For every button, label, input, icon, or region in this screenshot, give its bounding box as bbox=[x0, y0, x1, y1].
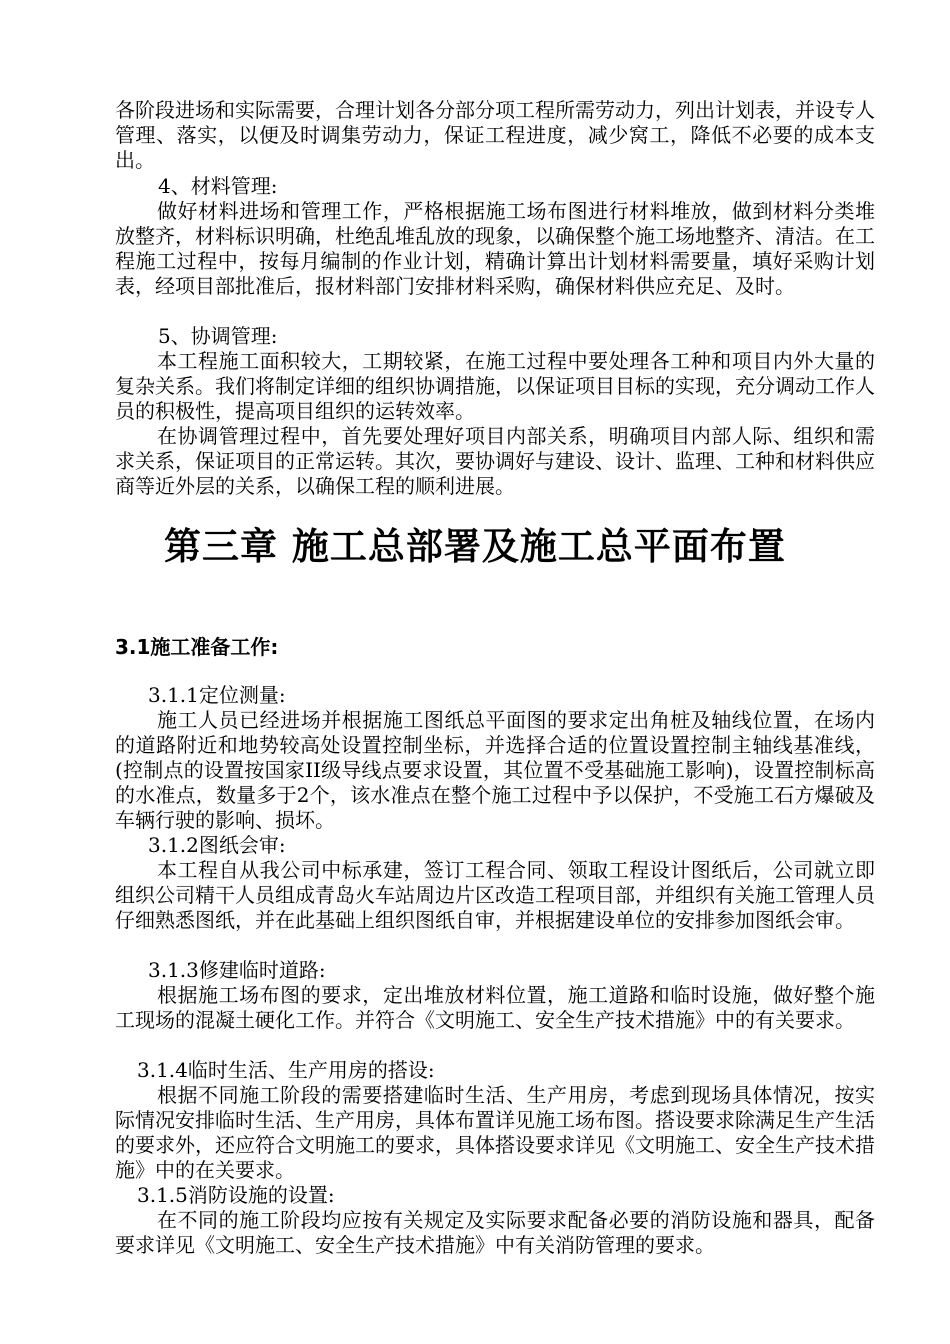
subsection-heading-2: 3.1.2图纸会审: bbox=[148, 833, 286, 857]
subsection-heading-4: 3.1.4临时生活、生产用房的搭设: bbox=[137, 1058, 435, 1082]
subsection-body-3: 根据施工场布图的要求，定出堆放材料位置，施工道路和临时设施，做好整个施工现场的混凝土硬化工作。并符合《文明施工、安全生产技术措施》中的有关要求。 bbox=[115, 983, 875, 1032]
chapter-title: 第三章 施工总部署及施工总平面布置 bbox=[164, 525, 786, 568]
subsection-body-5: 在不同的施工阶段均应按有关规定及实际要求配备必要的消防设施和器具，配备要求详见《文明施工、安全生产技术措施》中有关消防管理的要求。 bbox=[115, 1208, 875, 1257]
materials-paragraph: 做好材料进场和管理工作，严格根据施工场布图进行材料堆放，做到材料分类堆放整齐，材料标识明确，杜绝乱堆乱放的现象，以确保整个施工场地整齐、清洁。在工程施工过程中，按每月编制的作业计划，精确计算出计划材料需要量，填好采购计划表，经项目部批准后，报材料部门安排材料采购，确保材料供应充足、及时。 bbox=[115, 199, 875, 298]
intro-paragraph: 各阶段进场和实际需要，合理计划各分部分项工程所需劳动力，列出计划表，并设专人管理、落实，以便及时调集劳动力，保证工程进度，减少窝工，降低不必要的成本支出。 bbox=[115, 98, 875, 172]
subsection-heading-5: 3.1.5消防设施的设置: bbox=[137, 1183, 335, 1207]
coordination-paragraph-1: 本工程施工面积较大，工期较紧，在施工过程中要处理各工种和项目内外大量的复杂关系。我们将制定详细的组织协调措施，以保证项目目标的实现，充分调动工作人员的积极性，提高项目组织的运转效率。 bbox=[115, 349, 875, 423]
subsection-body-1: 施工人员已经进场并根据施工图纸总平面图的要求定出角桩及轴线位置，在场内的道路附近和地势较高处设置控制坐标，并选择合适的位置设置控制主轴线基准线，(控制点的设置按国家II级导线点要求设置，其位置不受基础施工影响)，设置控制标高的水准点，数量多于2个，该水准点在整个施工过程中予以保护，不受施工石方爆破及车辆行驶的影响、损坏。 bbox=[115, 708, 875, 832]
subsection-body-2: 本工程自从我公司中标承建，签订工程合同、领取工程设计图纸后，公司就立即组织公司精干人员组成青岛火车站周边片区改造工程项目部，并组织有关施工管理人员仔细熟悉图纸，并在此基础上组织图纸自审，并根据建设单位的安排参加图纸会审。 bbox=[115, 858, 875, 932]
subsection-heading-3: 3.1.3修建临时道路: bbox=[148, 958, 326, 982]
subsection-heading-1: 3.1.1定位测量: bbox=[148, 683, 286, 707]
coordination-heading: 5、协调管理: bbox=[158, 324, 278, 348]
subsection-body-4: 根据不同施工阶段的需要搭建临时生活、生产用房，考虑到现场具体情况，按实际情况安排临时生活、生产用房，具体布置详见施工场布图。搭设要求除满足生产生活的要求外，还应符合文明施工的要求，具体搭设要求详见《文明施工、安全生产技术措施》中的在关要求。 bbox=[115, 1083, 875, 1182]
coordination-paragraph-2: 在协调管理过程中，首先要处理好项目内部关系，明确项目内部人际、组织和需求关系，保证项目的正常运转。其次，要协调好与建设、设计、监理、工种和材料供应商等近外层的关系，以确保工程的顺利进展。 bbox=[115, 424, 875, 498]
materials-heading: 4、材料管理: bbox=[158, 174, 278, 198]
section-title: 3.1施工准备工作: bbox=[115, 635, 279, 659]
